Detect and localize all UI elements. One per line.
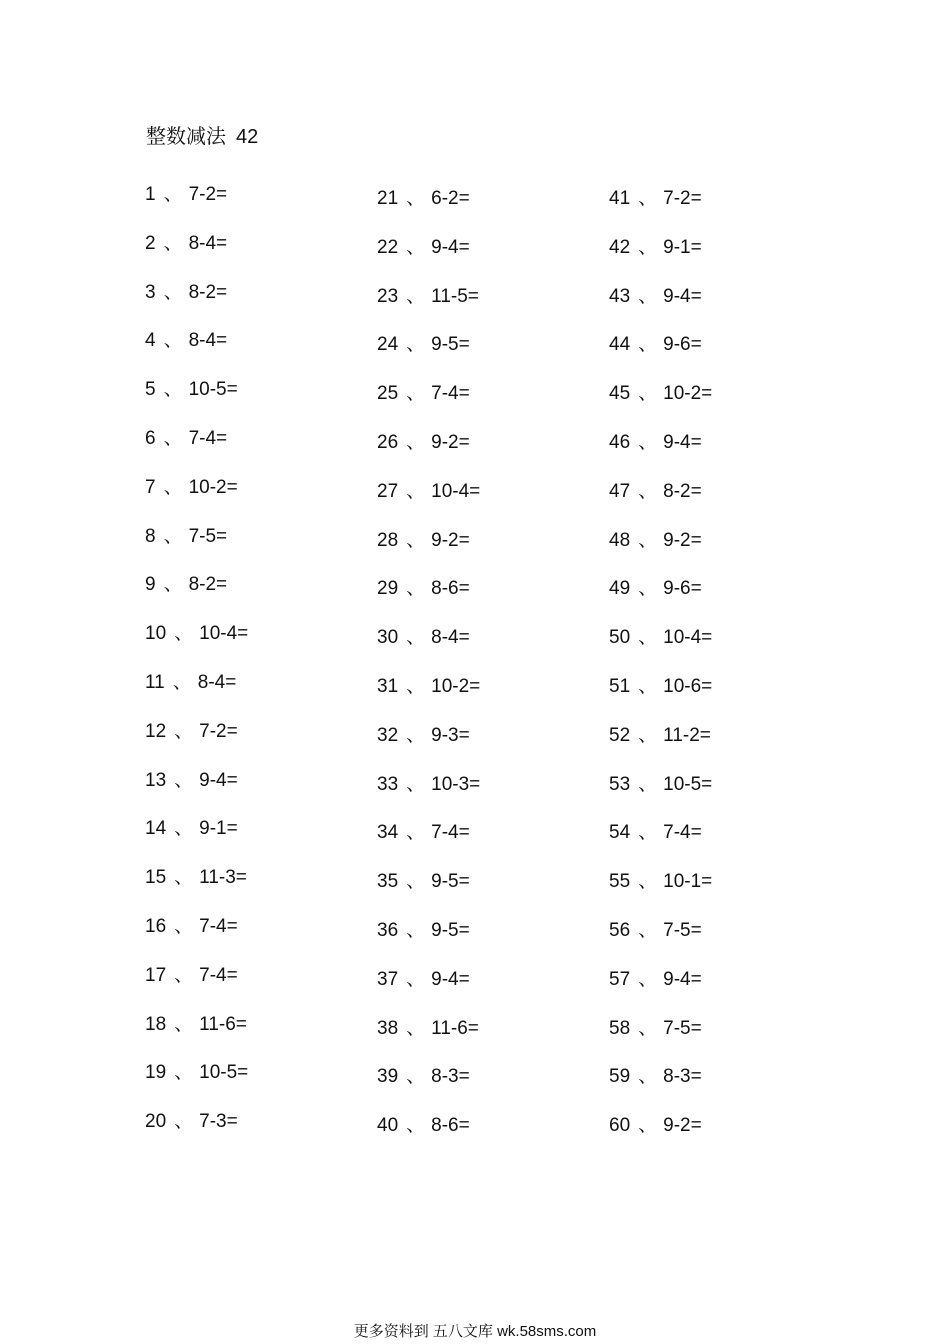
- problem-expression: 7-4=: [431, 383, 470, 405]
- problem-expression: 11-2=: [663, 724, 711, 746]
- problem-item: [377, 675, 480, 699]
- problem-separator: 、: [406, 480, 426, 502]
- problem-item: [145, 427, 227, 451]
- problem-expression: 10-4=: [431, 480, 481, 502]
- title-text: 整数减法: [146, 126, 226, 148]
- problem-number: 1: [145, 184, 156, 205]
- problem-item: [609, 480, 702, 504]
- problem-number: 9: [145, 574, 156, 596]
- problem-separator: 、: [172, 672, 192, 693]
- problem-number: 15: [145, 867, 167, 889]
- problem-number: 56: [609, 920, 631, 941]
- problem-separator: 、: [406, 1115, 426, 1137]
- problem-separator: 、: [638, 383, 658, 405]
- worksheet-title: [146, 124, 258, 150]
- problem-expression: 7-5=: [188, 525, 228, 547]
- problem-expression: 9-5=: [431, 871, 470, 893]
- problem-expression: 10-5=: [199, 1062, 249, 1084]
- problem-number: 58: [609, 1017, 631, 1039]
- problem-expression: 7-4=: [188, 428, 228, 449]
- problem-item: [609, 1017, 702, 1041]
- problem-expression: 7-2=: [199, 720, 238, 742]
- problem-number: 45: [609, 383, 631, 405]
- problem-number: 11: [145, 672, 165, 693]
- problem-item: [377, 529, 470, 553]
- problem-separator: 、: [638, 724, 658, 746]
- problem-separator: 、: [163, 379, 183, 401]
- problem-item: [377, 821, 470, 845]
- problem-separator: 、: [638, 236, 658, 258]
- problem-item: [609, 675, 712, 699]
- problem-number: 28: [377, 529, 399, 551]
- problem-number: 54: [609, 822, 631, 844]
- problem-separator: 、: [638, 1066, 658, 1088]
- problem-expression: 9-2=: [663, 1115, 702, 1137]
- problem-item: [377, 870, 470, 894]
- problem-number: 2: [145, 232, 156, 254]
- problem-item: [377, 1017, 479, 1041]
- problem-item: [145, 817, 238, 841]
- problem-number: 27: [377, 480, 399, 502]
- problem-item: [377, 968, 470, 992]
- problem-expression: 8-3=: [663, 1066, 702, 1088]
- problem-separator: 、: [406, 285, 426, 307]
- title-number: 42: [236, 126, 259, 148]
- problem-item: [145, 622, 248, 646]
- problem-separator: 、: [163, 525, 183, 547]
- problem-expression: 7-5=: [663, 920, 702, 941]
- problem-item: [145, 1110, 238, 1134]
- problem-number: 53: [609, 773, 631, 795]
- problem-item: [377, 773, 480, 797]
- problem-item: [609, 577, 702, 601]
- problem-expression: 10-2=: [663, 383, 713, 405]
- problem-number: 31: [377, 676, 399, 697]
- problem-item: [377, 431, 470, 455]
- problem-number: 48: [609, 529, 631, 551]
- problem-expression: 8-4=: [197, 672, 237, 693]
- problem-item: [377, 724, 470, 748]
- problem-number: 7: [145, 476, 156, 498]
- problem-item: [377, 236, 470, 260]
- problem-item: [609, 1065, 702, 1089]
- problem-item: [609, 919, 702, 943]
- problem-expression: 7-3=: [199, 1111, 238, 1133]
- problem-number: 30: [377, 627, 399, 649]
- problem-separator: 、: [638, 773, 658, 795]
- problem-separator: 、: [406, 1017, 426, 1039]
- problem-expression: 7-4=: [663, 822, 702, 844]
- problem-number: 24: [377, 334, 399, 356]
- problem-item: [377, 1114, 470, 1138]
- problem-item: [377, 1065, 470, 1089]
- problem-expression: 9-2=: [431, 432, 470, 453]
- problem-separator: 、: [638, 822, 658, 844]
- problem-expression: 8-6=: [431, 1115, 470, 1137]
- problem-expression: 8-3=: [431, 1066, 470, 1088]
- problem-expression: 10-2=: [431, 676, 481, 697]
- problem-item: [145, 476, 238, 500]
- problem-separator: 、: [174, 818, 194, 840]
- problem-separator: 、: [406, 773, 426, 795]
- problem-number: 21: [377, 188, 399, 209]
- problem-number: 18: [145, 1013, 167, 1035]
- problem-item: [145, 232, 227, 256]
- problem-expression: 9-2=: [663, 529, 702, 551]
- problem-number: 35: [377, 871, 399, 893]
- problem-number: 41: [609, 188, 631, 209]
- problem-number: 26: [377, 432, 399, 453]
- problem-separator: 、: [406, 1066, 426, 1088]
- problem-expression: 9-4=: [431, 968, 470, 990]
- problem-item: [609, 529, 702, 553]
- problem-expression: 7-4=: [199, 916, 238, 937]
- problem-number: 22: [377, 236, 399, 258]
- problem-item: [609, 187, 702, 211]
- problem-separator: 、: [638, 920, 658, 941]
- problem-number: 55: [609, 871, 631, 893]
- problem-item: [145, 915, 238, 939]
- problem-separator: 、: [406, 822, 426, 844]
- problem-expression: 8-2=: [663, 480, 702, 502]
- problem-separator: 、: [638, 676, 658, 697]
- problem-expression: 10-5=: [663, 773, 713, 795]
- problem-number: 52: [609, 724, 631, 746]
- problem-number: 20: [145, 1111, 167, 1133]
- problem-item: [377, 626, 470, 650]
- problem-number: 6: [145, 428, 156, 449]
- problem-separator: 、: [174, 867, 194, 889]
- problem-item: [377, 285, 479, 309]
- problem-expression: 9-6=: [663, 578, 702, 600]
- problem-number: 10: [145, 623, 167, 645]
- problem-expression: 9-4=: [663, 968, 702, 990]
- problem-separator: 、: [163, 281, 183, 303]
- problem-expression: 9-4=: [663, 285, 702, 307]
- problem-separator: 、: [406, 236, 426, 258]
- problem-expression: 10-2=: [188, 476, 238, 498]
- problem-expression: 9-2=: [431, 529, 470, 551]
- problem-expression: 10-6=: [663, 676, 713, 697]
- problem-item: [145, 866, 247, 890]
- problem-separator: 、: [406, 188, 426, 209]
- problem-separator: 、: [406, 968, 426, 990]
- problem-separator: 、: [406, 627, 426, 649]
- problem-separator: 、: [163, 184, 183, 205]
- problem-item: [145, 378, 238, 402]
- problem-expression: 8-2=: [188, 281, 228, 303]
- problem-item: [609, 285, 702, 309]
- problem-expression: 9-1=: [663, 236, 702, 258]
- problem-item: [609, 236, 702, 260]
- problem-number: 32: [377, 724, 399, 746]
- problem-expression: 9-4=: [663, 432, 702, 453]
- problem-number: 50: [609, 627, 631, 649]
- problem-expression: 7-4=: [199, 964, 238, 986]
- problem-separator: 、: [406, 920, 426, 941]
- problem-expression: 7-5=: [663, 1017, 702, 1039]
- problem-item: [145, 671, 236, 695]
- problem-separator: 、: [406, 676, 426, 697]
- problem-item: [145, 769, 238, 793]
- problem-item: [145, 1013, 247, 1037]
- problem-separator: 、: [163, 428, 183, 449]
- problem-separator: 、: [638, 529, 658, 551]
- problem-number: 34: [377, 822, 399, 844]
- problem-expression: 10-3=: [431, 773, 481, 795]
- problem-expression: 11-6=: [431, 1017, 479, 1039]
- problem-separator: 、: [406, 871, 426, 893]
- problem-item: [145, 525, 227, 549]
- problem-separator: 、: [163, 476, 183, 498]
- problem-separator: 、: [174, 623, 194, 645]
- problem-expression: 10-5=: [188, 379, 238, 401]
- problem-number: 38: [377, 1017, 399, 1039]
- problem-item: [145, 329, 227, 353]
- problem-number: 40: [377, 1115, 399, 1137]
- problem-separator: 、: [638, 432, 658, 453]
- problem-item: [377, 577, 470, 601]
- problem-separator: 、: [163, 330, 183, 352]
- problem-expression: 9-5=: [431, 334, 470, 356]
- problem-expression: 8-2=: [188, 574, 228, 596]
- problem-separator: 、: [163, 232, 183, 254]
- problem-item: [609, 870, 712, 894]
- problem-number: 42: [609, 236, 631, 258]
- problem-item: [609, 1114, 702, 1138]
- problem-number: 36: [377, 920, 399, 941]
- problem-expression: 8-4=: [188, 232, 228, 254]
- problem-item: [377, 333, 470, 357]
- problem-number: 16: [145, 916, 167, 937]
- problem-expression: 10-4=: [663, 627, 713, 649]
- problem-separator: 、: [406, 432, 426, 453]
- problem-separator: 、: [174, 1111, 194, 1133]
- problem-item: [609, 773, 712, 797]
- problem-item: [145, 720, 238, 744]
- problem-expression: 9-6=: [663, 334, 702, 356]
- problem-number: 49: [609, 578, 631, 600]
- problem-item: [145, 573, 227, 597]
- problem-separator: 、: [638, 285, 658, 307]
- problem-item: [609, 382, 712, 406]
- problem-separator: 、: [638, 968, 658, 990]
- problem-item: [145, 183, 227, 207]
- problem-expression: 7-2=: [663, 188, 702, 209]
- problem-expression: 6-2=: [431, 188, 470, 209]
- problem-number: 57: [609, 968, 631, 990]
- problem-separator: 、: [638, 480, 658, 502]
- problem-item: [145, 1061, 248, 1085]
- problem-separator: 、: [638, 871, 658, 893]
- problem-separator: 、: [638, 1115, 658, 1137]
- problem-item: [609, 333, 702, 357]
- problem-separator: 、: [174, 720, 194, 742]
- problem-item: [145, 281, 227, 305]
- problem-expression: 11-5=: [431, 285, 479, 307]
- problem-expression: 9-4=: [199, 769, 238, 791]
- problem-item: [609, 431, 702, 455]
- problem-separator: 、: [174, 769, 194, 791]
- problem-separator: 、: [406, 334, 426, 356]
- problem-number: 33: [377, 773, 399, 795]
- problem-separator: 、: [638, 1017, 658, 1039]
- problem-separator: 、: [638, 188, 658, 209]
- problem-expression: 9-5=: [431, 920, 470, 941]
- problem-separator: 、: [174, 964, 194, 986]
- problem-expression: 11-6=: [199, 1013, 247, 1035]
- problem-expression: 10-1=: [663, 871, 713, 893]
- problem-separator: 、: [638, 627, 658, 649]
- problem-separator: 、: [638, 334, 658, 356]
- problem-item: [377, 187, 470, 211]
- problem-item: [377, 382, 470, 406]
- problem-number: 47: [609, 480, 631, 502]
- problem-expression: 9-3=: [431, 724, 470, 746]
- problem-expression: 8-6=: [431, 578, 470, 600]
- problem-number: 59: [609, 1066, 631, 1088]
- problem-item: [609, 821, 702, 845]
- problem-expression: 10-4=: [199, 623, 249, 645]
- problem-number: 5: [145, 379, 156, 401]
- problem-expression: 9-1=: [199, 818, 238, 840]
- problem-expression: 8-4=: [188, 330, 228, 352]
- problem-expression: 7-4=: [431, 822, 470, 844]
- problem-number: 43: [609, 285, 631, 307]
- problem-separator: 、: [174, 916, 194, 937]
- problem-item: [609, 968, 702, 992]
- problem-number: 19: [145, 1062, 167, 1084]
- problem-number: 14: [145, 818, 167, 840]
- problem-number: 39: [377, 1066, 399, 1088]
- problem-number: 37: [377, 968, 399, 990]
- problem-item: [145, 964, 238, 988]
- problem-number: 4: [145, 330, 156, 352]
- problem-number: 25: [377, 383, 399, 405]
- problem-number: 17: [145, 964, 167, 986]
- problem-separator: 、: [406, 529, 426, 551]
- problem-number: 23: [377, 285, 399, 307]
- problem-number: 46: [609, 432, 631, 453]
- problem-separator: 、: [406, 578, 426, 600]
- problem-number: 51: [609, 676, 631, 697]
- footer-watermark: 更多资料到 五八文库 wk.58sms.com: [353, 1323, 597, 1340]
- problem-number: 44: [609, 334, 631, 356]
- problem-expression: 11-3=: [199, 867, 247, 889]
- problem-separator: 、: [163, 574, 183, 596]
- problem-item: [377, 480, 480, 504]
- problem-number: 13: [145, 769, 167, 791]
- problem-expression: 7-2=: [188, 184, 228, 205]
- problem-separator: 、: [174, 1062, 194, 1084]
- problem-expression: 8-4=: [431, 627, 470, 649]
- problem-separator: 、: [406, 724, 426, 746]
- problem-separator: 、: [638, 578, 658, 600]
- problem-number: 3: [145, 281, 156, 303]
- problem-separator: 、: [174, 1013, 194, 1035]
- problem-number: 29: [377, 578, 399, 600]
- problem-item: [609, 626, 712, 650]
- problem-expression: 9-4=: [431, 236, 470, 258]
- problem-item: [609, 724, 711, 748]
- problem-separator: 、: [406, 383, 426, 405]
- problem-number: 12: [145, 720, 167, 742]
- problem-number: 60: [609, 1115, 631, 1137]
- problem-item: [377, 919, 470, 943]
- problem-number: 8: [145, 525, 156, 547]
